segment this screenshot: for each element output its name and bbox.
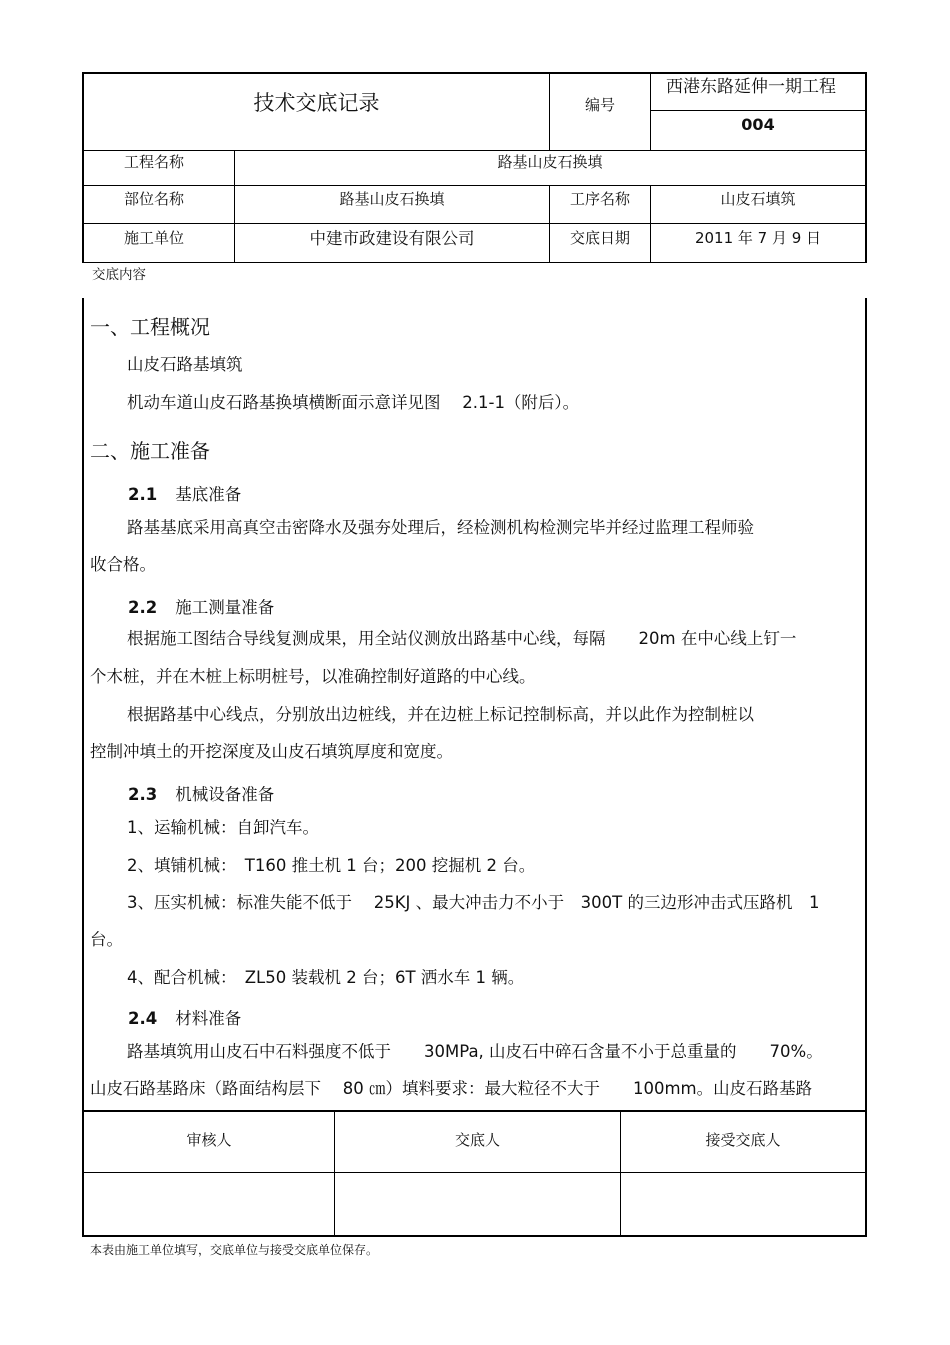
sign-table-border-bottom [82, 1235, 867, 1237]
unit-value: 中建市政建设有限公司 [309, 229, 475, 248]
content-section-label: 交底内容 [92, 267, 146, 283]
project-name-value: 路基山皮石换填 [497, 152, 603, 171]
sign-table-border-right [865, 1110, 867, 1237]
paragraph: 个木桩，并在木桩上标明桩号，以准确控制好道路的中心线。 [90, 667, 536, 686]
list-item: 1、运输机械：自卸汽车。 [127, 818, 319, 837]
process-label: 工序名称 [569, 189, 630, 208]
subheading-title: 机械设备准备 [175, 785, 275, 804]
part-name-value: 路基山皮石换填 [339, 189, 445, 208]
paragraph: 机动车道山皮石路基换填横断面示意详见图 2.1-1（附后）。 [127, 393, 580, 412]
process-value: 山皮石填筑 [720, 189, 796, 208]
paragraph: 根据路基中心线点，分别放出边桩线，并在边桩上标记控制标高，并以此作为控制桩以 [127, 705, 754, 724]
subheading-number: 2.3 [128, 785, 158, 804]
subheading-2-3 [128, 781, 274, 805]
discloser-signature-field[interactable] [335, 1173, 620, 1235]
project-top-value: 西港东路延伸一期工程 [666, 76, 836, 97]
subheading-title: 施工测量准备 [175, 598, 275, 617]
list-item: 4、配合机械： ZL50 装载机 2 台；6T 洒水车 1 辆。 [127, 968, 525, 987]
subheading-number: 2.1 [128, 485, 158, 504]
content-border-left [82, 298, 84, 1112]
subheading-title: 基底准备 [175, 485, 242, 504]
reviewer-signature-field[interactable] [84, 1173, 334, 1235]
reviewer-label: 审核人 [186, 1130, 232, 1149]
receiver-label: 接受交底人 [705, 1130, 781, 1149]
subheading-number: 2.2 [128, 598, 158, 617]
receiver-signature-field[interactable] [621, 1173, 865, 1235]
paragraph: 山皮石路基填筑 [127, 355, 243, 374]
discloser-label: 交底人 [454, 1130, 500, 1149]
table-border-bottom [82, 262, 867, 263]
footer-note: 本表由施工单位填写，交底单位与接受交底单位保存。 [90, 1243, 379, 1257]
date-label: 交底日期 [569, 228, 630, 247]
subheading-2-1 [128, 481, 241, 505]
paragraph: 山皮石路基路床（路面结构层下 80 ㎝）填料要求：最大粒径不大于 100mm。山皮石路基路 [90, 1079, 813, 1098]
paragraph: 控制冲填土的开挖深度及山皮石填筑厚度和宽度。 [90, 742, 453, 761]
list-item: 台。 [90, 930, 123, 949]
paragraph: 收合格。 [90, 555, 156, 574]
list-item: 2、填铺机械： T160 推土机 1 台；200 挖掘机 2 台。 [127, 856, 536, 875]
paragraph: 路基基底采用高真空击密降水及强夯处理后，经检测机构检测完毕并经过监理工程师验 [127, 518, 754, 537]
part-name-label: 部位名称 [123, 189, 184, 208]
number-value: 004 [741, 114, 775, 134]
number-label: 编号 [584, 95, 615, 114]
unit-label: 施工单位 [123, 228, 184, 247]
subheading-number: 2.4 [128, 1009, 158, 1028]
page-title: 技术交底记录 [253, 91, 380, 115]
paragraph: 根据施工图结合导线复测成果，用全站仪测放出路基中心线，每隔 20m 在中心线上钉一 [127, 629, 797, 648]
subheading-2-4 [128, 1005, 241, 1029]
heading-construction-prep: 二、施工准备 [90, 439, 210, 463]
date-value: 2011 年 7 月 9 日 [694, 228, 822, 247]
table-border-right [865, 72, 867, 263]
paragraph: 路基填筑用山皮石中石料强度不低于 30MPa, 山皮石中碎石含量不小于总重量的 70%。 [127, 1042, 823, 1061]
subheading-2-2 [128, 594, 274, 618]
project-name-label: 工程名称 [123, 152, 184, 171]
subheading-title: 材料准备 [175, 1009, 242, 1028]
content-border-right [865, 298, 867, 1112]
heading-project-overview: 一、工程概况 [90, 315, 210, 339]
list-item: 3、压实机械：标准失能不低于 25KJ 、最大冲击力不小于 300T 的三边形冲击式压路机 1 [127, 893, 820, 912]
